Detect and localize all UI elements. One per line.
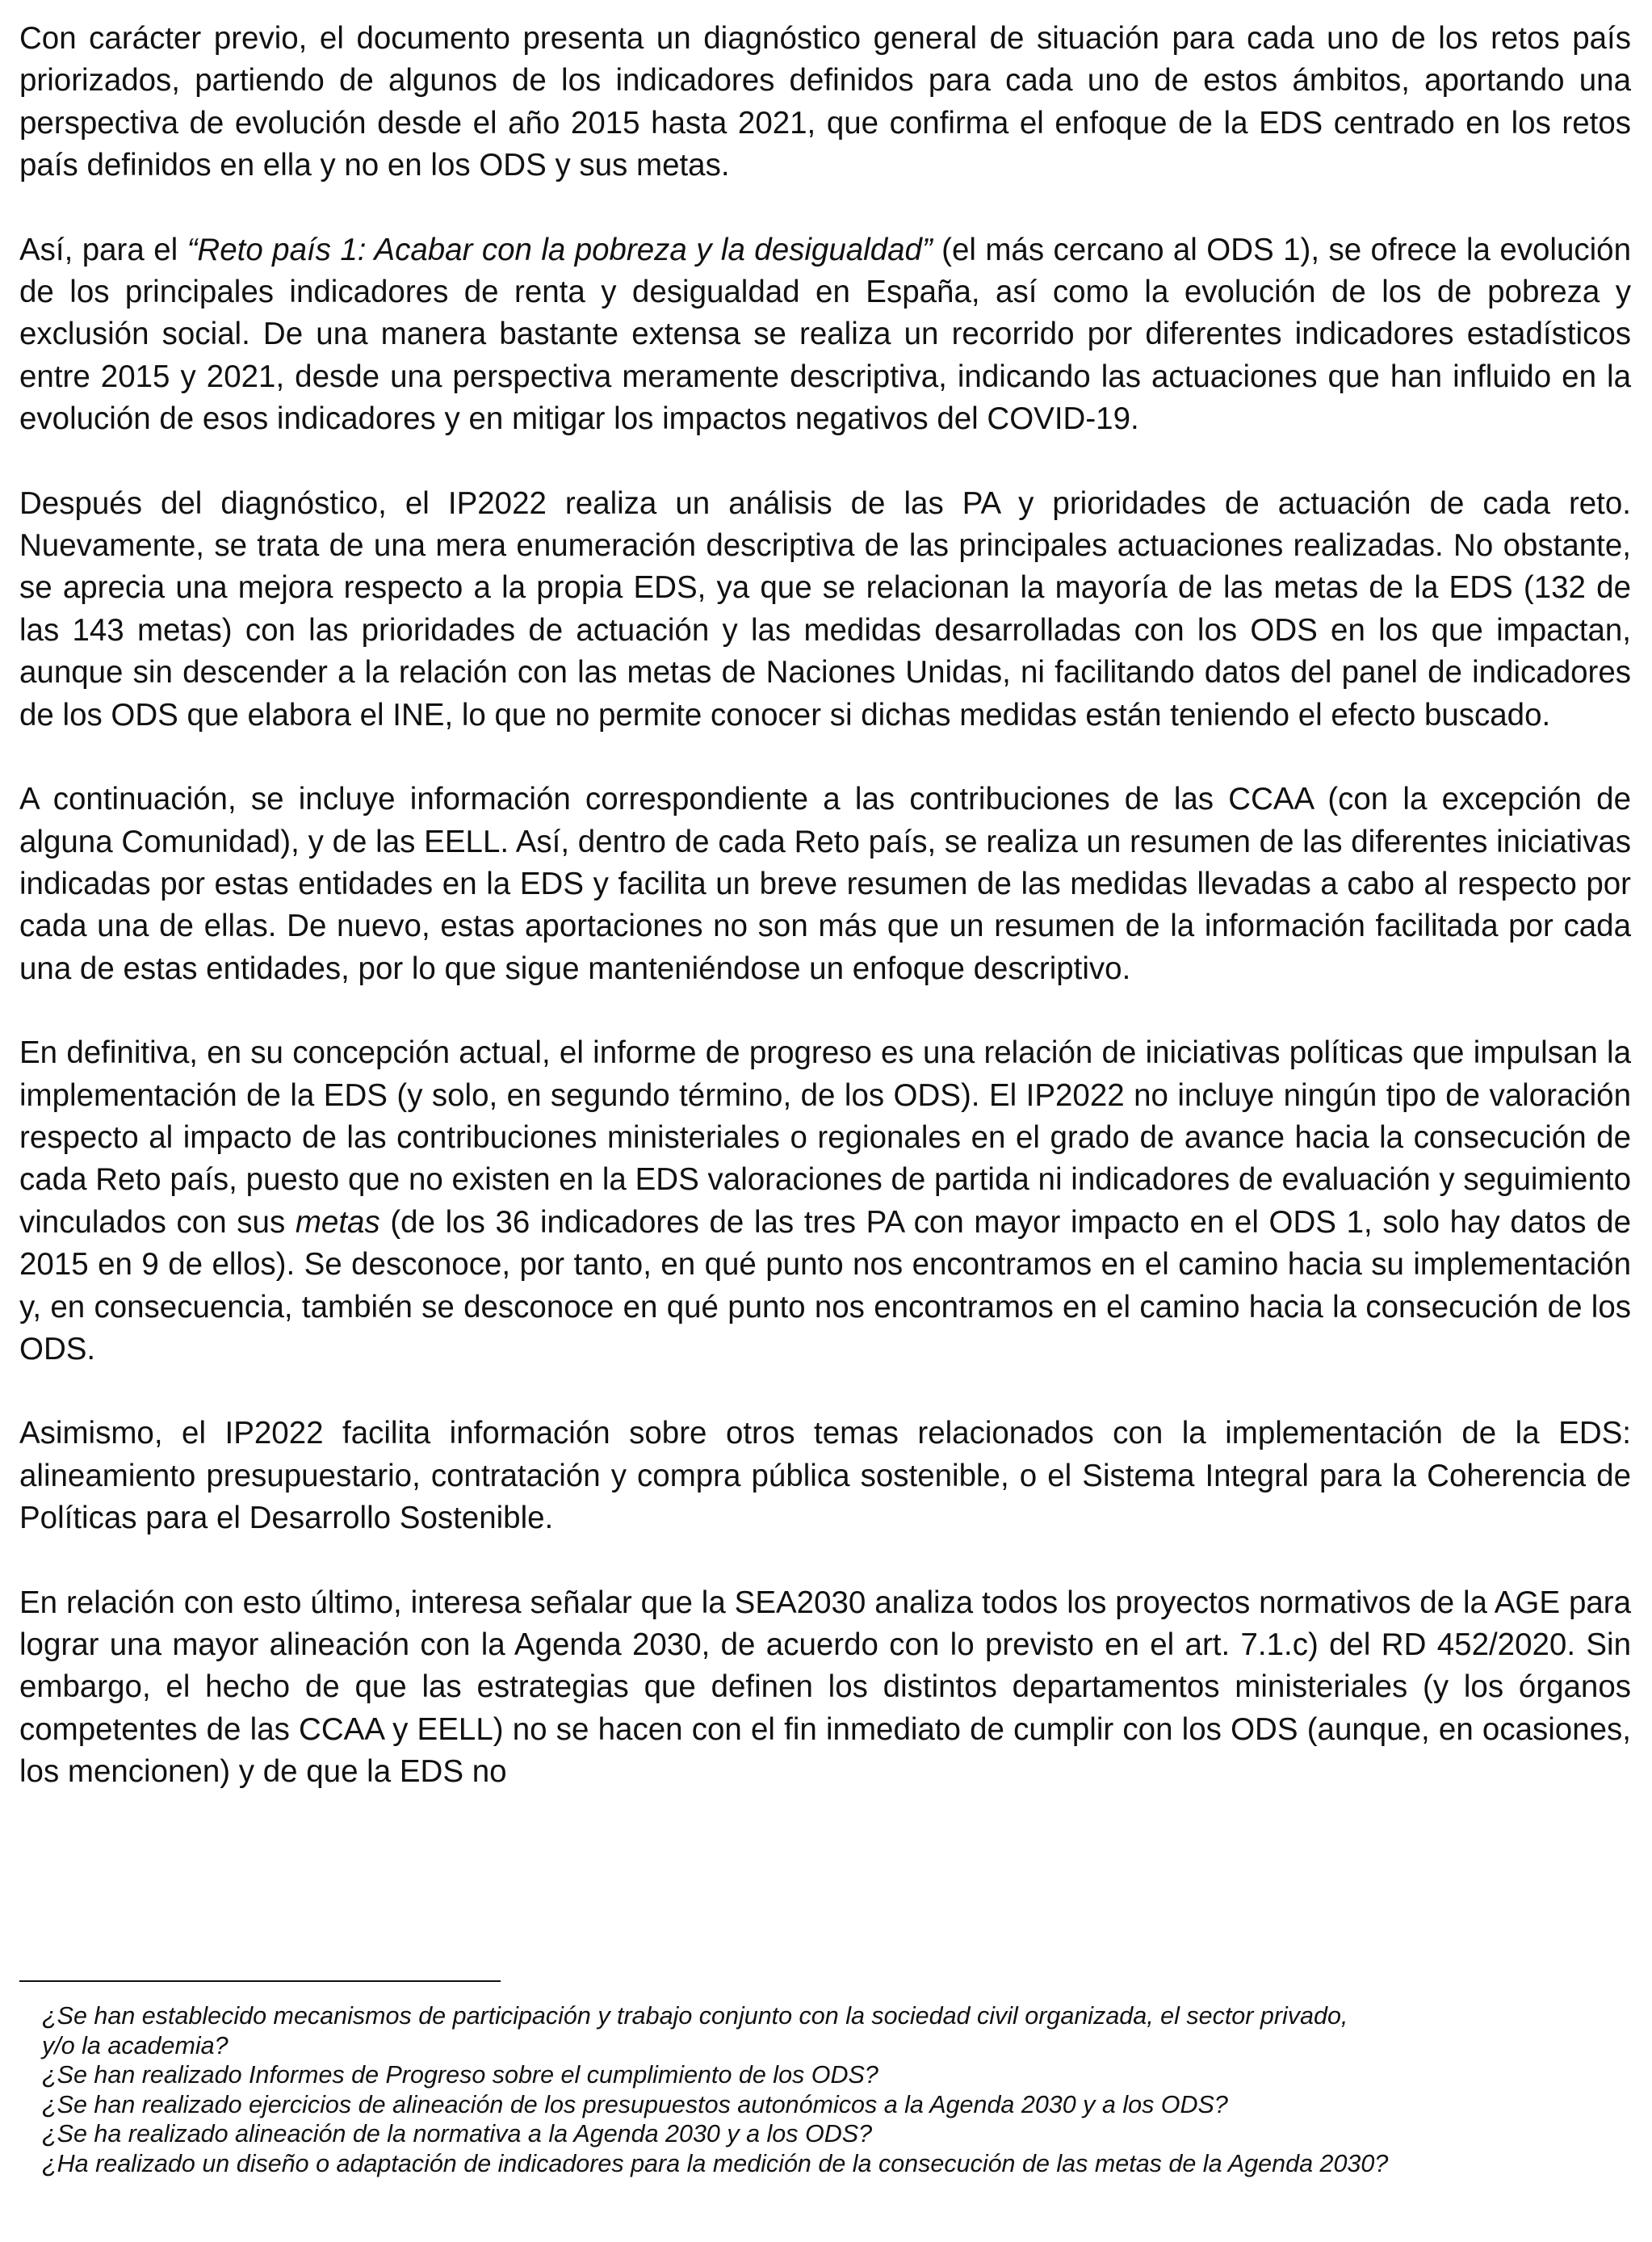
paragraph-text: A continuación, se incluye información correspondiente a las contribuciones de las CCAA (con la excepción de alguna Comunidad), y de las EELL. Así, dentro de cada Reto país, se realiza un resumen de las diferentes iniciativas indicadas por estas entidades en la EDS y facilita un breve resumen de las medidas llevadas a cabo al respecto por cada una de ellas. De nuevo, estas aportaciones no son más que un resumen de la información facilitada por cada una de estas entidades, por lo que sigue manteniéndose un enfoque descriptivo. <box>19 782 1631 986</box>
paragraph-text: (de los 36 indicadores de las tres PA con mayor impacto en el ODS 1, solo hay datos de 2015 en 9 de ellos). Se desconoce, por tanto, en qué punto nos encontramos en el camino hacia su implementación y, en consecuencia, también se desconoce en qué punto nos encontramos en el camino hacia la consecución de los ODS. <box>19 1204 1631 1367</box>
document-body <box>19 18 1631 1794</box>
paragraph <box>19 1032 1631 1371</box>
paragraph <box>19 779 1631 990</box>
footnote-line: ¿Se han realizado Informes de Progreso sobre el cumplimiento de los ODS? <box>42 2061 878 2089</box>
footnote-separator <box>19 1980 501 1982</box>
paragraph <box>19 483 1631 737</box>
paragraph-emphasis: “Reto país 1: Acabar con la pobreza y la desigualdad” <box>187 232 933 267</box>
footnote-line: ¿Ha realizado un diseño o adaptación de indicadores para la medición de la consecución de las metas de la Agenda 2030? <box>42 2149 1389 2177</box>
paragraph <box>19 229 1631 441</box>
paragraph-text: En relación con esto último, interesa señalar que la SEA2030 analiza todos los proyectos normativos de la AGE para lograr una mayor alineación con la Agenda 2030, de acuerdo con lo previsto en el art. 7.1.c) del RD 452/2020. Sin embargo, el hecho de que las estrategias que definen los distintos departamentos ministeriales (y los órganos competentes de las CCAA y EELL) no se hacen con el fin inmediato de cumplir con los ODS (aunque, en ocasiones, los mencionen) y de que la EDS no <box>19 1585 1631 1790</box>
paragraph <box>19 18 1631 187</box>
paragraph-text: Asimismo, el IP2022 facilita información sobre otros temas relacionados con la implementación de la EDS: alineamiento presupuestario, contratación y compra pública sostenible, o el Sistema Integral para la Coherencia de Políticas para el Desarrollo Sostenible. <box>19 1416 1631 1536</box>
paragraph <box>19 1413 1631 1539</box>
paragraph-text: Así, para el <box>19 232 187 267</box>
footnote-line: ¿Se han realizado ejercicios de alineación de los presupuestos autonómicos a la Agenda 2030 y a los ODS? <box>42 2090 1228 2118</box>
footnote-line: y/o la academia? <box>42 2031 229 2059</box>
footnote-list <box>42 2001 1631 2178</box>
paragraph-text: (el más cercano al ODS 1), se ofrece la evolución de los principales indicadores de renta y desigualdad en España, así como la evolución de los de pobreza y exclusión social. De una manera bastante extensa se realiza un recorrido por diferentes indicadores estadísticos entre 2015 y 2021, desde una perspectiva meramente descriptiva, indicando las actuaciones que han influido en la evolución de esos indicadores y en mitigar los impactos negativos del COVID-19. <box>19 232 1631 437</box>
paragraph <box>19 1582 1631 1794</box>
paragraph-text: Con carácter previo, el documento presenta un diagnóstico general de situación para cada uno de los retos país priorizados, partiendo de algunos de los indicadores definidos para cada uno de estos ámbitos, aportando una perspectiva de evolución desde el año 2015 hasta 2021, que confirma el enfoque de la EDS centrado en los retos país definidos en ella y no en los ODS y sus metas. <box>19 21 1631 183</box>
footnote-line: ¿Se han establecido mecanismos de participación y trabajo conjunto con la sociedad civil organizada, el sector privado, <box>42 2002 1348 2030</box>
paragraph-text: En definitiva, en su concepción actual, el informe de progreso es una relación de iniciativas políticas que impulsan la implementación de la EDS (y solo, en segundo término, de los ODS). El IP2022 no incluye ningún tipo de valoración respecto al impacto de las contribuciones ministeriales o regionales en el grado de avance hacia la consecución de cada Reto país, puesto que no existen en la EDS valoraciones de partida ni indicadores de evaluación y seguimiento vinculados con sus <box>19 1035 1631 1240</box>
paragraph-text: Después del diagnóstico, el IP2022 realiza un análisis de las PA y prioridades de actuación de cada reto. Nuevamente, se trata de una mera enumeración descriptiva de las principales actuaciones realizadas. No obstante, se aprecia una mejora respecto a la propia EDS, ya que se relacionan la mayoría de las metas de la EDS (132 de las 143 metas) con las prioridades de actuación y las medidas desarrolladas con los ODS en los que impactan, aunque sin descender a la relación con las metas de Naciones Unidas, ni facilitando datos del panel de indicadores de los ODS que elabora el INE, lo que no permite conocer si dichas medidas están teniendo el efecto buscado. <box>19 485 1631 733</box>
footnote-line: ¿Se ha realizado alineación de la normativa a la Agenda 2030 y a los ODS? <box>42 2120 873 2148</box>
paragraph-emphasis: metas <box>295 1204 380 1240</box>
